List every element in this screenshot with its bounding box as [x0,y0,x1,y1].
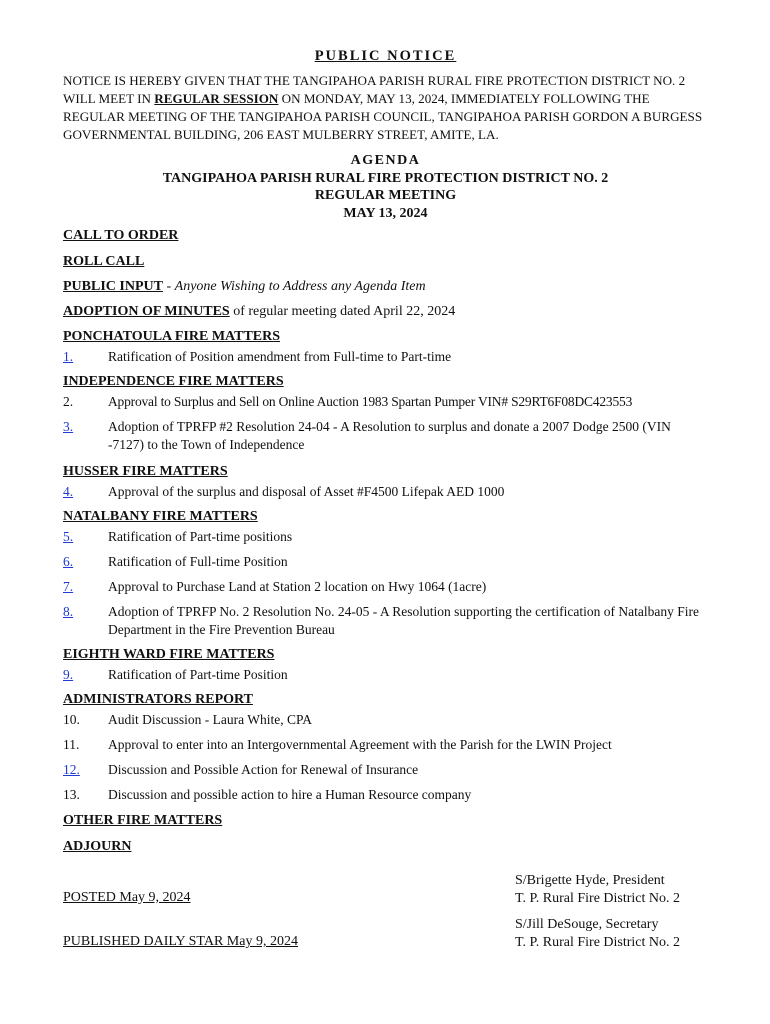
agenda-meeting-type: REGULAR MEETING [314,188,457,203]
agenda-item [63,553,708,571]
item-number-link[interactable]: 9. [63,667,74,682]
ponchatoula-heading: PONCHATOULA FIRE MATTERS [63,329,281,344]
notice-paragraph [63,72,708,144]
agenda-item [63,603,708,639]
administrators-heading: ADMINISTRATORS REPORT [63,692,253,707]
item-text: Discussion and Possible Action for Renewal of Insurance [108,762,419,777]
item-text: Adoption of TPRFP #2 Resolution 24-04 - A Resolution to surplus and donate a 2007 Dodge 2500 (VIN -7127) to the Town of Independence [108,419,671,452]
adjourn-heading: ADJOURN [63,839,132,854]
page-title: PUBLIC NOTICE [314,48,457,64]
roll-call-heading: ROLL CALL [63,254,145,269]
item-text: Ratification of Position amendment from Full-time to Part-time [108,349,452,364]
secretary-signature [515,916,680,952]
item-number-link[interactable]: 4. [63,484,74,499]
item-number-link[interactable]: 5. [63,529,74,544]
secretary-name: S/Jill DeSouge, Secretary [515,917,659,932]
agenda-label: AGENDA [350,153,421,168]
president-name: S/Brigette Hyde, President [515,873,665,888]
item-number: 10. [63,712,80,727]
public-input-line [63,278,708,296]
agenda-district: TANGIPAHOA PARISH RURAL FIRE PROTECTION DISTRICT NO. 2 [162,170,609,186]
agenda-item [63,578,708,596]
agenda-item [63,711,708,729]
eighth-ward-heading: EIGHTH WARD FIRE MATTERS [63,647,275,662]
public-input-label: PUBLIC INPUT [63,279,163,294]
agenda-item [63,736,708,754]
agenda-item [63,393,708,411]
president-signature [515,872,680,908]
agenda-item [63,483,708,501]
item-text: Approval to Purchase Land at Station 2 location on Hwy 1064 (1acre) [108,579,487,594]
item-text: Discussion and possible action to hire a Human Resource company [108,787,472,802]
item-number: 13. [63,787,80,802]
minutes-text: of regular meeting dated April 22, 2024 [229,304,456,319]
public-notice-document [63,48,708,856]
public-input-sep: - [162,279,175,294]
call-to-order-heading: CALL TO ORDER [63,228,179,243]
item-number-link[interactable]: 6. [63,554,74,569]
item-text: Ratification of Full-time Position [108,554,288,569]
president-org: T. P. Rural Fire District No. 2 [515,891,681,906]
item-text: Ratification of Part-time positions [108,529,293,544]
secretary-org: T. P. Rural Fire District No. 2 [515,935,681,950]
item-text: Approval of the surplus and disposal of Asset #F4500 Lifepak AED 1000 [108,484,505,499]
item-text: Adoption of TPRFP No. 2 Resolution No. 24-05 - A Resolution supporting the certification of Natalbany Fire Department in the Fire Prevention Bureau [108,604,699,637]
public-input-text: Anyone Wishing to Address any Agenda Item [174,279,426,294]
agenda-item [63,666,708,684]
item-text: Audit Discussion - Laura White, CPA [108,712,312,727]
natalbany-heading: NATALBANY FIRE MATTERS [63,509,258,524]
notice-text-end: ON MONDAY, MAY 13, 2024, IMMEDIATELY FOLLOWING THE REGULAR MEETING OF THE TANGIPAHOA PARISH COUNCIL, TANGIPAHOA PARISH GORDON A BURGESS GOVERNMENTAL BUILDING, 206 EAST MULBERRY STREET, AMITE, LA. [63,91,703,142]
agenda-item [63,528,708,546]
item-text: Approval to enter into an Intergovernmental Agreement with the Parish for the LWIN Project [108,737,612,752]
notice-session-type: REGULAR SESSION [154,91,279,106]
item-number-link[interactable]: 3. [63,419,74,434]
posted-date: POSTED May 9, 2024 [63,890,191,905]
agenda-item [63,761,708,779]
item-number-link[interactable]: 12. [63,762,80,777]
husser-heading: HUSSER FIRE MATTERS [63,464,228,479]
item-text: Ratification of Part-time Position [108,667,288,682]
agenda-date: MAY 13, 2024 [343,205,428,221]
notice-text-start: NOTICE IS HEREBY GIVEN THAT THE TANGIPAHOA PARISH RURAL FIRE PROTECTION DISTRICT NO. 2 WILL MEET IN [63,73,686,106]
published-date: PUBLISHED DAILY STAR May 9, 2024 [63,934,298,949]
agenda-item [63,418,708,454]
item-number: 11. [63,737,80,752]
minutes-line [63,303,708,321]
item-number-link[interactable]: 1. [63,349,74,364]
item-number-link[interactable]: 7. [63,579,74,594]
agenda-item [63,786,708,804]
item-number-link[interactable]: 8. [63,604,74,619]
agenda-item [63,348,708,366]
agenda-header [63,152,708,222]
independence-heading: INDEPENDENCE FIRE MATTERS [63,374,284,389]
item-number: 2. [63,394,74,409]
item-text: Approval to Surplus and Sell on Online Auction 1983 Spartan Pumper VIN# S29RT6F08DC423553 [108,394,633,409]
minutes-label: ADOPTION OF MINUTES [63,304,230,319]
other-fire-matters-heading: OTHER FIRE MATTERS [63,813,223,828]
